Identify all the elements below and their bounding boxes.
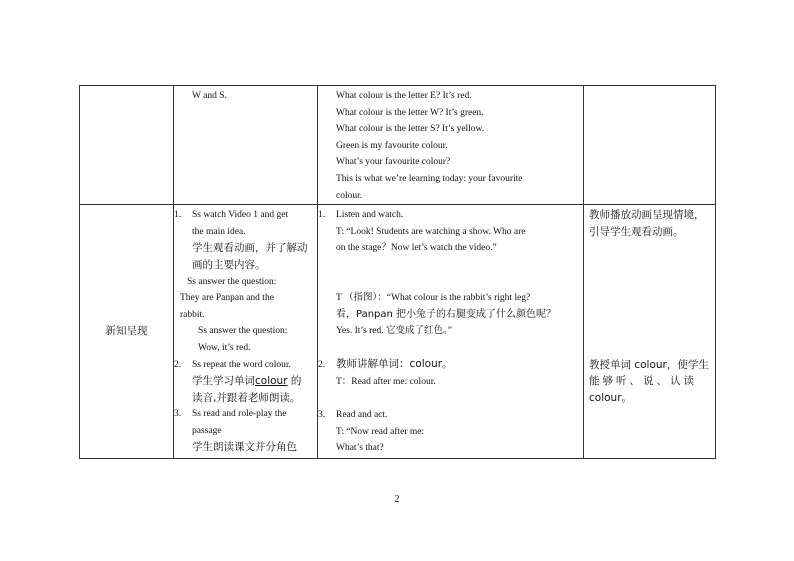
- item-number: 3.: [174, 409, 182, 420]
- student-line: Ss repeat the word colour.: [192, 359, 291, 370]
- student-line-cn: 学生学习单词: [192, 375, 255, 388]
- student-line-cn: 的: [290, 375, 302, 388]
- student-line: passage: [192, 425, 222, 436]
- student-line: Wow, it’s red.: [198, 342, 251, 353]
- student-line: Ss answer the question:: [187, 276, 277, 287]
- student-line-cn: 读音,并跟着老师朗读。: [192, 391, 301, 404]
- table-row: [80, 205, 716, 459]
- teacher-line: Read and act.: [336, 410, 388, 421]
- item-number: 2.: [318, 360, 326, 371]
- student-line-cn: 学生观看动画，并了解动: [192, 242, 308, 255]
- teacher-line: T: “Look! Students are watching a show. Who are: [336, 226, 526, 237]
- student-line: They are Panpan and the: [180, 293, 274, 304]
- teacher-line: on the stage？Now let’s watch the video.”: [336, 243, 497, 254]
- intent-line: 能够听、说、认读: [589, 375, 697, 388]
- page-number: 2: [394, 494, 400, 505]
- intent-line: colour。: [589, 391, 633, 404]
- teacher-line: T （指图）：“What colour is the rabbit’s right leg?: [336, 292, 531, 303]
- word-colour: colour: [255, 375, 288, 388]
- teacher-line: Listen and watch.: [336, 210, 404, 221]
- item-number: 2.: [174, 359, 182, 370]
- teacher-line: Yes. It’s red. 它变成了红色。”: [336, 326, 452, 337]
- teacher-activity-cell: [318, 86, 584, 205]
- item-number: 1.: [318, 210, 326, 221]
- intent-line: 引导学生观看动画。: [589, 225, 684, 238]
- design-intent-cell: [584, 205, 716, 459]
- stage-cell: [80, 205, 174, 459]
- student-line: rabbit.: [180, 309, 205, 320]
- teacher-line: What colour is the letter S? It’s yellow.: [336, 124, 485, 135]
- intent-line: 教授单词 colour，使学生: [589, 358, 709, 371]
- item-number: 3.: [318, 410, 326, 421]
- student-activity-cell: [174, 205, 318, 459]
- teacher-activity-cell: [318, 205, 584, 459]
- student-activity-cell: [174, 86, 318, 205]
- stage-cell-empty: [80, 86, 174, 205]
- student-line: Ss watch Video 1 and get: [192, 210, 289, 221]
- teacher-line: What colour is the letter E? It’s red.: [336, 91, 472, 101]
- student-line: Ss read and role-play the: [192, 409, 287, 420]
- teacher-line: colour.: [336, 190, 363, 201]
- student-line-cn: 画的主要内容。: [192, 258, 266, 271]
- teacher-line: This is what we’re learning today: your favourite: [336, 173, 523, 184]
- student-text: W and S.: [192, 91, 227, 101]
- teacher-line-cn: 教师讲解单词：colour。: [336, 358, 453, 371]
- intent-cell-empty: [584, 86, 716, 205]
- stage-label: 新知呈现: [105, 324, 148, 337]
- student-line: Ss answer the question:: [198, 326, 288, 337]
- teacher-line: What colour is the letter W? It’s green.: [336, 107, 484, 118]
- teacher-line: What’s your favourite colour?: [336, 157, 451, 168]
- teacher-line: Green is my favourite colour.: [336, 140, 448, 151]
- teacher-line: T：Read after me: colour.: [336, 376, 436, 387]
- intent-line: 教师播放动画呈现情境，: [589, 209, 705, 222]
- student-line: the main idea.: [192, 226, 246, 237]
- teacher-line-cn: 看，Panpan 把小兔子的右腿变成了什么颜色呢？: [336, 308, 557, 320]
- teacher-line: T: “Now read after me:: [336, 426, 425, 437]
- lesson-plan-table: [79, 85, 716, 459]
- item-number: 1.: [174, 210, 182, 221]
- student-line-cn: 学生朗读课文并分角色: [192, 441, 297, 454]
- teacher-line: What’s that?: [336, 443, 384, 454]
- table-row: [80, 86, 716, 205]
